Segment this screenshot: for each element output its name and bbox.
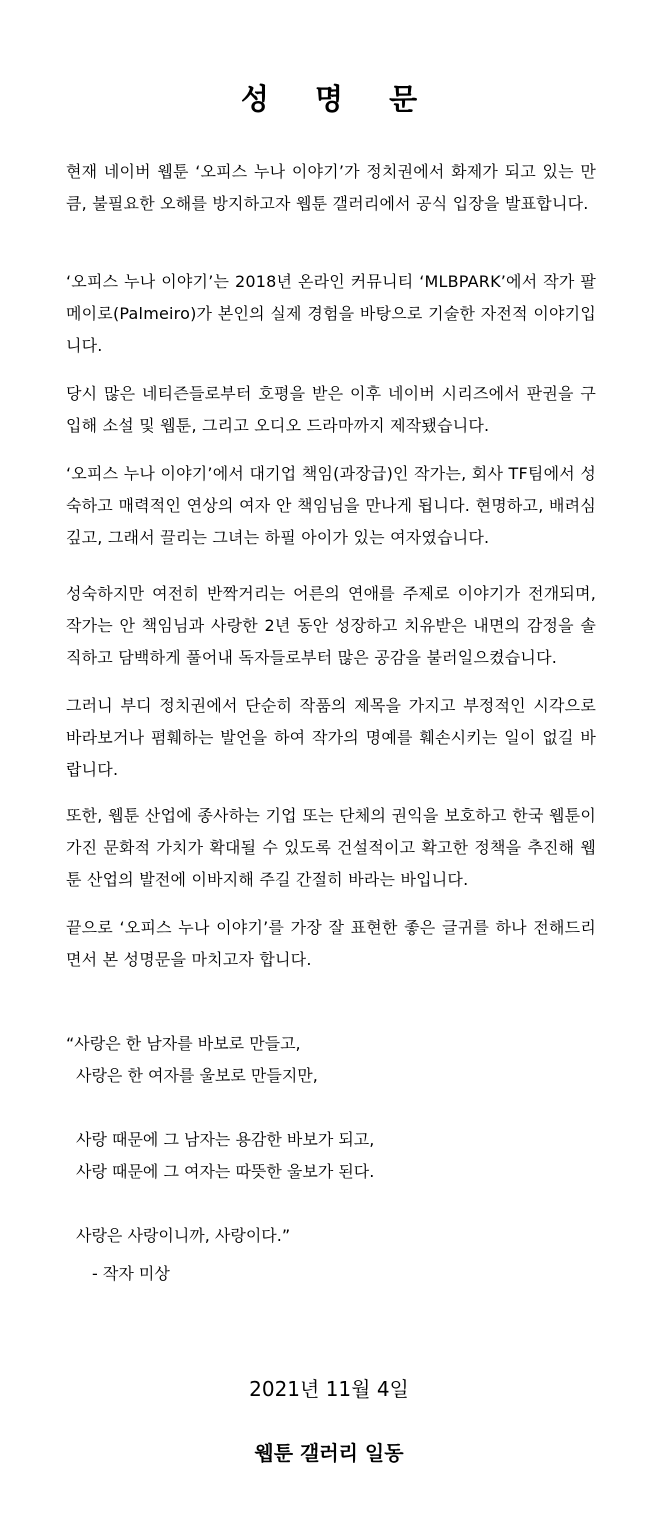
quote-attribution: - 작자 미상	[92, 1264, 170, 1283]
paragraph-2: ‘오피스 누나 이야기’는 2018년 온라인 커뮤니티 ‘MLBPARK’에서 작가 팔메이로(Palmeiro)가 본인의 실제 경험을 바탕으로 기술한 자전적 이야기입니다.	[66, 272, 596, 355]
quote-line: 사랑은 사랑이니까, 사랑이다.”	[76, 1226, 291, 1245]
paragraph-6: 그러니 부디 정치권에서 단순히 작품의 제목을 가지고 부정적인 시각으로 바라보거나 폄훼하는 발언을 하여 작가의 명예를 훼손시키는 일이 없길 바랍니다.	[66, 696, 596, 779]
paragraph-3: 당시 많은 네티즌들로부터 호평을 받은 이후 네이버 시리즈에서 판권을 구입해 소설 및 웹툰, 그리고 오디오 드라마까지 제작됐습니다.	[66, 384, 596, 435]
quote-line: 사랑 때문에 그 남자는 용감한 바보가 되고,	[76, 1130, 375, 1149]
paragraph-4: ‘오피스 누나 이야기’에서 대기업 책임(과장급)인 작가는, 회사 TF팀에서 성숙하고 매력적인 연상의 여자 안 책임님을 만나게 됩니다. 현명하고, 배려심 깊고, 그래서 끌리는 그녀는 하필 아이가 있는 여자였습니다.	[66, 464, 596, 547]
document-date: 2021년 11월 4일	[249, 1377, 409, 1401]
paragraph-8: 끝으로 ‘오피스 누나 이야기’를 가장 잘 표현한 좋은 글귀를 하나 전해드리면서 본 성명문을 마치고자 합니다.	[66, 918, 596, 969]
paragraph-1: 현재 네이버 웹툰 ‘오피스 누나 이야기’가 정치권에서 화제가 되고 있는 만큼, 불필요한 오해를 방지하고자 웹툰 갤러리에서 공식 입장을 발표합니다.	[66, 162, 596, 213]
quote-line: “사랑은 한 남자를 바보로 만들고,	[66, 1034, 301, 1053]
quote-line: 사랑 때문에 그 여자는 따뜻한 울보가 된다.	[76, 1162, 375, 1181]
quote-spacer	[66, 1188, 596, 1220]
document-title: 성 명 문	[240, 82, 436, 117]
quote-spacer	[66, 1092, 596, 1124]
paragraph-5: 성숙하지만 여전히 반짝거리는 어른의 연애를 주제로 이야기가 전개되며, 작가는 안 책임님과 사랑한 2년 동안 성장하고 치유받은 내면의 감정을 솔직하고 담백하게 풀어내 독자들로부터 많은 공감을 불러일으켰습니다.	[66, 584, 596, 667]
quote-block	[66, 1028, 596, 1252]
paragraph-7: 또한, 웹툰 산업에 종사하는 기업 또는 단체의 권익을 보호하고 한국 웹툰이 가진 문화적 가치가 확대될 수 있도록 건설적이고 확고한 정책을 추진해 웹툰 산업의 발전에 이바지해 주길 간절히 바라는 바입니다.	[66, 806, 596, 889]
quote-line: 사랑은 한 여자를 울보로 만들지만,	[76, 1066, 318, 1085]
document-signature: 웹툰 갤러리 일동	[254, 1441, 404, 1465]
